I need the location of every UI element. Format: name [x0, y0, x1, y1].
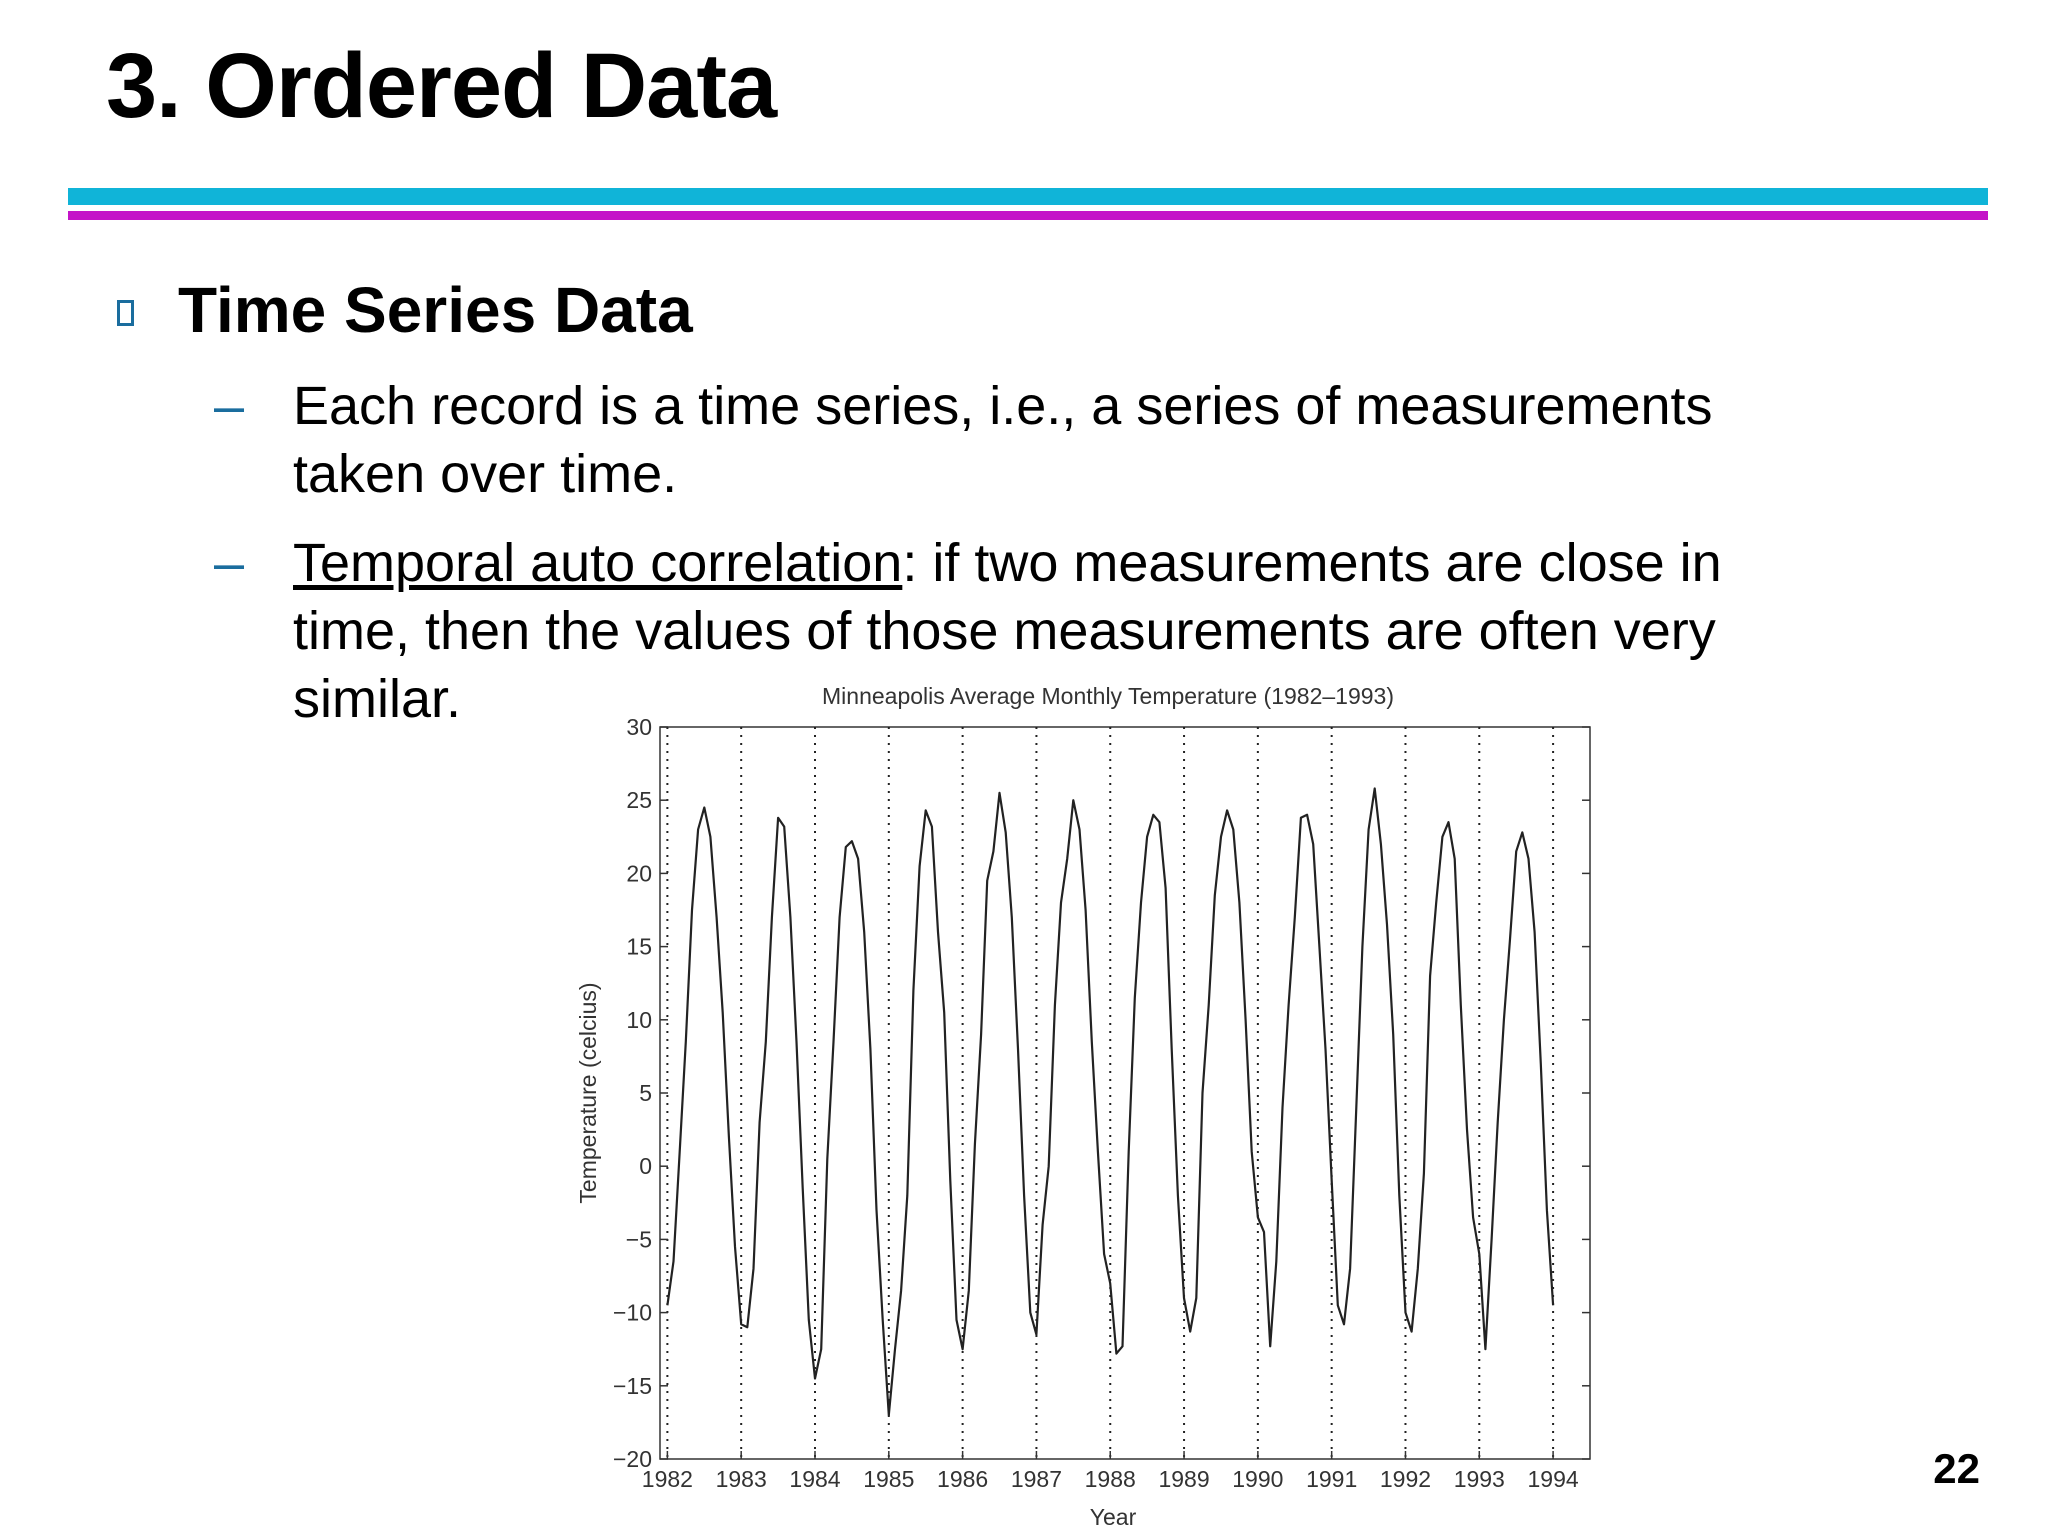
- y-axis-ticks: [613, 714, 1590, 1472]
- x-tick-label: 1992: [1379, 1466, 1432, 1492]
- y-tick-label: 25: [626, 787, 652, 814]
- sub-bullet-text-1: Each record is a time series, i.e., a series of measurements taken over time.: [293, 376, 1713, 504]
- y-axis-label: Temperature (celcius): [575, 982, 601, 1204]
- x-tick-label: 1984: [789, 1466, 841, 1492]
- x-tick-label: 1986: [937, 1466, 989, 1492]
- temporal-definition: : if two measurements are close in time, then the values of those measurements are often very similar.: [293, 533, 1722, 729]
- y-tick-label: 0: [639, 1153, 652, 1180]
- slide-title: 3. Ordered Data: [106, 35, 777, 137]
- x-tick-label: 1994: [1527, 1466, 1579, 1492]
- bullet-square-icon: [117, 300, 134, 326]
- x-tick-label: 1993: [1453, 1466, 1505, 1492]
- temporal-term: Temporal auto correlation: [293, 533, 903, 593]
- temperature-series-line: [667, 789, 1553, 1416]
- x-tick-label: 1987: [1010, 1466, 1063, 1492]
- y-tick-label: −20: [612, 1446, 652, 1472]
- temperature-chart-svg: [560, 670, 1620, 1530]
- y-tick-label: 5: [639, 1080, 652, 1106]
- header-rule-magenta: [68, 211, 1988, 220]
- x-axis-label: Year: [1089, 1504, 1137, 1530]
- y-tick-label: 20: [626, 860, 652, 887]
- temperature-chart: [560, 670, 1620, 1530]
- x-tick-label: 1988: [1084, 1466, 1136, 1492]
- x-tick-label: 1990: [1232, 1466, 1284, 1492]
- y-tick-label: 30: [626, 714, 652, 740]
- x-tick-label: 1982: [641, 1466, 693, 1492]
- grid-lines: [667, 727, 1553, 1459]
- header-rule-cyan: [68, 188, 1988, 205]
- y-tick-label: 15: [626, 933, 652, 960]
- bullet-heading: Time Series Data: [178, 274, 693, 346]
- x-tick-label: 1985: [863, 1466, 915, 1492]
- sub-bullet-dash: –: [214, 376, 245, 436]
- x-tick-label: 1991: [1306, 1466, 1358, 1492]
- x-axis-ticks: [642, 1451, 1579, 1492]
- y-tick-label: 10: [626, 1006, 652, 1033]
- page-number: 22: [1933, 1445, 1980, 1492]
- x-tick-label: 1983: [715, 1466, 767, 1492]
- y-tick-label: −10: [612, 1299, 652, 1326]
- y-tick-label: −5: [625, 1226, 652, 1253]
- x-tick-label: 1989: [1158, 1466, 1210, 1492]
- sub-bullet-dash: –: [214, 533, 245, 593]
- y-tick-label: −15: [612, 1372, 652, 1399]
- chart-title: Minneapolis Average Monthly Temperature (1982–1993): [822, 683, 1394, 709]
